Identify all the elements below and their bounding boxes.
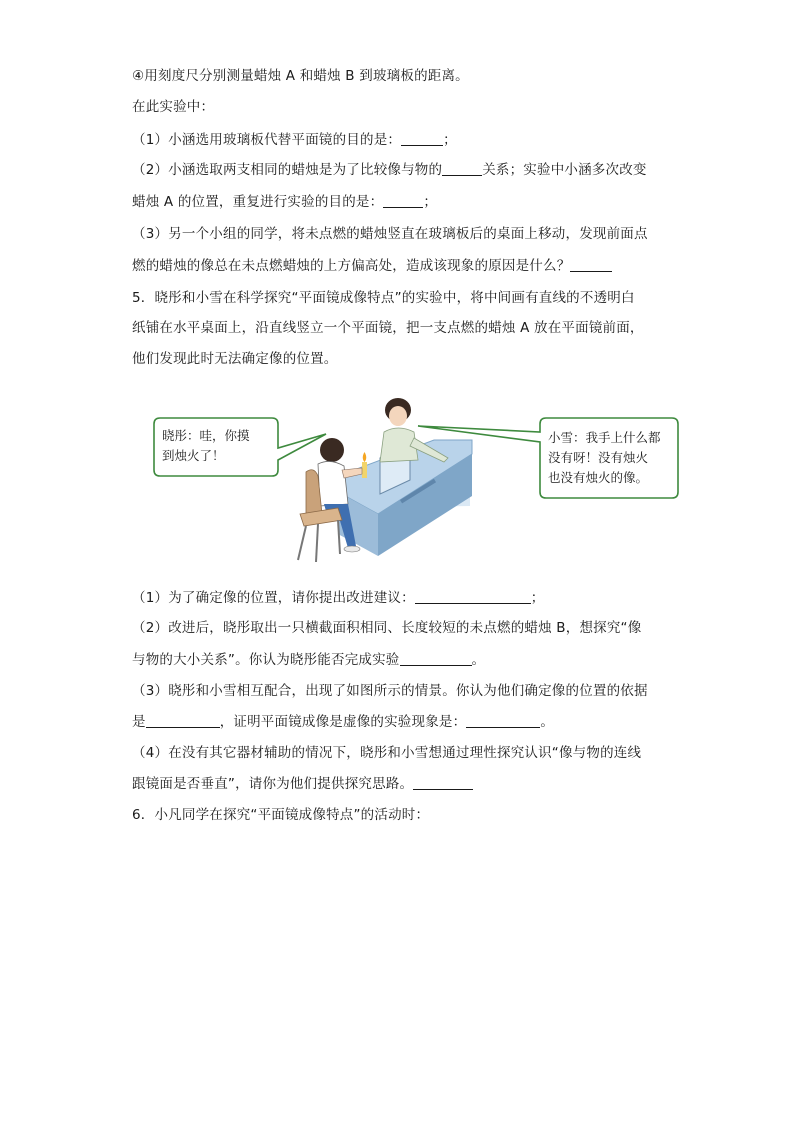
question-5-3: （3）晓彤和小雪相互配合，出现了如图所示的情景。你认为他们确定像的位置的依据 <box>132 683 648 699</box>
question-2: （2）小涵选取两支相同的蜡烛是为了比较像与物的 关系；实验中小涵多次改变 <box>132 162 647 178</box>
question-5-2: （2）改进后，晓彤取出一只横截面积相同、长度较短的未点燃的蜡烛 B，想探究“像 <box>132 620 642 636</box>
boy-hair <box>320 438 344 462</box>
question-3-cont: 燃的蜡烛的像总在未点燃蜡烛的上方偏高处，造成该现象的原因是什么？ <box>132 256 612 276</box>
question-5-1: （1）为了确定像的位置，请你提出改进建议： ； <box>132 590 545 606</box>
boy-shirt <box>318 461 348 506</box>
question-5-2-cont: 与物的大小关系”。你认为晓彤能否完成实验 。 <box>132 652 486 668</box>
question-5-3-cont: 是 ，证明平面镜成像是虚像的实验现象是： 。 <box>132 714 555 730</box>
candle-flame <box>363 452 367 462</box>
problem-5-text-cont: 纸铺在水平桌面上，沿直线竖立一个平面镜，把一支点燃的蜡烛 A 放在平面镜前面， <box>132 320 644 336</box>
chair-leg <box>298 526 306 560</box>
problem-5-text-cont2: 他们发现此时无法确定像的位置。 <box>132 351 338 367</box>
answer-blank[interactable] <box>401 130 443 146</box>
experiment-illustration <box>148 396 680 566</box>
question-2-cont: 蜡烛 A 的位置，重复进行实验的目的是： ； <box>132 194 438 210</box>
question-1: （1）小涵选用玻璃板代替平面镜的目的是： ； <box>132 132 457 148</box>
question-5-4-cont: 跟镜面是否垂直”，请你为他们提供探究思路。 <box>132 774 473 794</box>
boy-shoe <box>344 546 360 552</box>
answer-blank[interactable] <box>442 160 482 176</box>
candle <box>362 462 367 478</box>
problem-5-text: 5．晓彤和小雪在科学探究“平面镜成像特点”的实验中，将中间画有直线的不透明白 <box>132 290 635 306</box>
right-bubble-text: 小雪：我手上什么都 没有呀！没有烛火 也没有烛火的像。 <box>548 430 661 485</box>
question-5-4: （4）在没有其它器材辅助的情况下，晓彤和小雪想通过理性探究认识“像与物的连线 <box>132 745 642 761</box>
answer-blank[interactable] <box>400 650 472 666</box>
chair-leg <box>316 524 318 562</box>
question-3: （3）另一个小组的同学，将未点燃的蜡烛竖直在玻璃板后的桌面上移动，发现前面点 <box>132 226 648 242</box>
left-bubble-text: 晓彤：哇，你摸 到烛火了！ <box>162 428 250 463</box>
answer-blank[interactable] <box>146 712 220 728</box>
problem-6-text: 6．小凡同学在探究“平面镜成像特点”的活动时： <box>132 807 430 823</box>
answer-blank[interactable] <box>466 712 540 728</box>
answer-blank[interactable] <box>413 774 473 790</box>
step-4-text: ④用刻度尺分别测量蜡烛 A 和蜡烛 B 到玻璃板的距离。 <box>132 68 469 84</box>
answer-blank[interactable] <box>570 256 612 272</box>
experiment-intro: 在此实验中： <box>132 99 215 115</box>
answer-blank[interactable] <box>383 192 423 208</box>
answer-blank[interactable] <box>415 588 531 604</box>
girl-face <box>389 406 407 426</box>
